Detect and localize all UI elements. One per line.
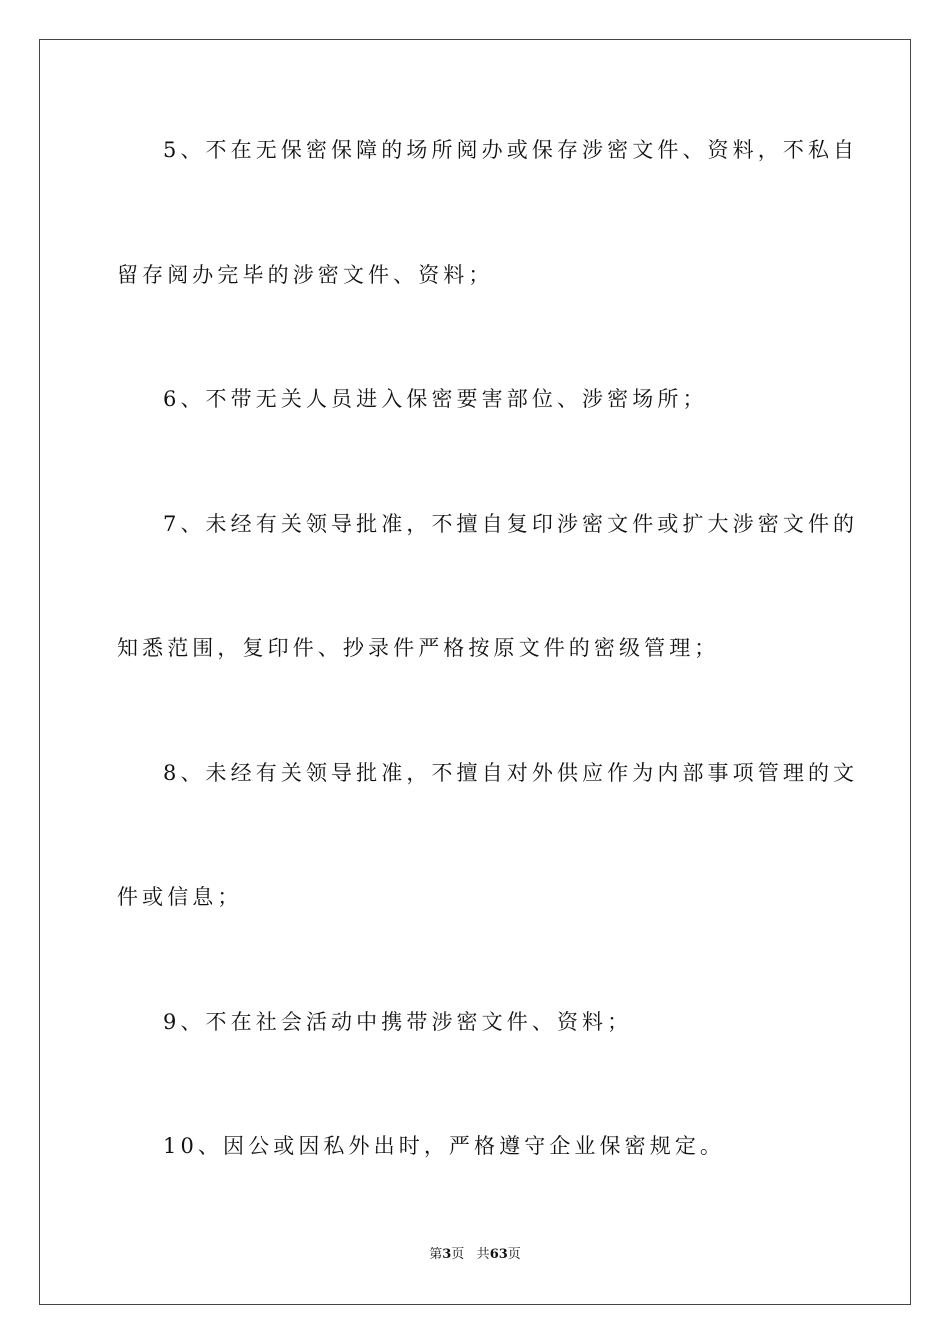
footer-total-pages: 63 xyxy=(489,1247,508,1262)
item-7-line-2: 知悉范围，复印件、抄录件严格按原文件的密级管理； xyxy=(117,636,720,660)
footer-page-suffix: 页 xyxy=(451,1247,465,1262)
item-8-line-2: 件或信息； xyxy=(117,885,243,909)
item-9-line-1: 9、不在社会活动中携带涉密文件、资料； xyxy=(163,1010,633,1034)
footer-page-number: 3 xyxy=(442,1247,452,1262)
page-border xyxy=(39,39,911,1305)
item-6-line-1: 6、不带无关人员进入保密要害部位、涉密场所； xyxy=(163,387,708,411)
page-footer xyxy=(0,1246,950,1264)
item-7-line-1: 7、未经有关领导批准，不擅自复印涉密文件或扩大涉密文件的 xyxy=(163,512,859,536)
footer-total-prefix: 共 xyxy=(476,1247,490,1262)
footer-page-prefix: 第 xyxy=(429,1247,443,1262)
footer-total-suffix: 页 xyxy=(507,1247,521,1262)
item-5-line-1: 5、不在无保密保障的场所阅办或保存涉密文件、资料，不私自 xyxy=(163,138,859,162)
item-5-line-2: 留存阅办完毕的涉密文件、资料； xyxy=(117,263,494,287)
item-8-line-1: 8、未经有关领导批准，不擅自对外供应作为内部事项管理的文 xyxy=(163,761,859,785)
item-10-line-1: 10、因公或因私外出时，严格遵守企业保密规定。 xyxy=(163,1134,726,1158)
